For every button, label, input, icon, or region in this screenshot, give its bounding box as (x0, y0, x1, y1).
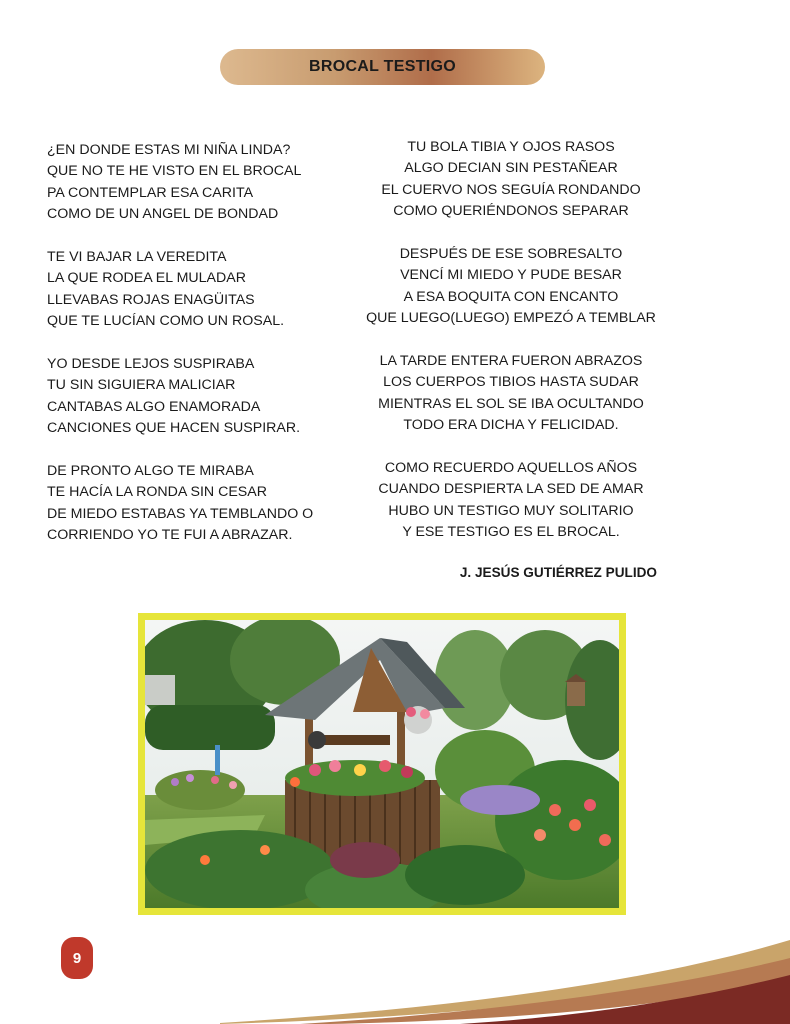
poem-line: COMO QUERIÉNDONOS SEPARAR (393, 203, 629, 220)
poem-left-column (47, 140, 347, 568)
poem-line: DE MIEDO ESTABAS YA TEMBLANDO O (47, 505, 314, 522)
poem-line: LA TARDE ENTERA FUERON ABRAZOS (379, 353, 643, 370)
poem-line: ¿EN DONDE ESTAS MI NIÑA LINDA? (47, 142, 291, 158)
poem-line: ALGO DECIAN SIN PESTAÑEAR (404, 160, 618, 177)
stanza (47, 140, 347, 226)
stanza (360, 244, 662, 330)
poem-line: CANTABAS ALGO ENAMORADA (47, 398, 261, 415)
poem-right-column (360, 137, 662, 565)
stanza (360, 351, 662, 437)
garden-well-photo (145, 620, 619, 908)
page-title: BROCAL TESTIGO (308, 58, 457, 75)
poem-line: MIENTRAS EL SOL SE IBA OCULTANDO (378, 395, 644, 412)
stanza (360, 137, 662, 223)
poem-line: QUE LUEGO(LUEGO) EMPEZÓ A TEMBLAR (366, 310, 656, 327)
poem-line: CUANDO DESPIERTA LA SED DE AMAR (378, 481, 644, 498)
poem-line: COMO DE UN ANGEL DE BONDAD (47, 206, 279, 223)
poem-line: VENCÍ MI MIEDO Y PUDE BESAR (400, 267, 622, 284)
page-number: 9 (72, 949, 82, 967)
title-banner (220, 49, 545, 85)
poem-line: LOS CUERPOS TIBIOS HASTA SUDAR (383, 374, 639, 391)
poem-line: Y ESE TESTIGO ES EL BROCAL. (402, 524, 620, 541)
poem-line: PA CONTEMPLAR ESA CARITA (47, 184, 254, 201)
poem-line: YO DESDE LEJOS SUSPIRABA (47, 356, 255, 373)
author-credit: J. JESÚS GUTIÉRREZ PULIDO (459, 565, 657, 580)
poem-line: EL CUERVO NOS SEGUÍA RONDANDO (381, 181, 641, 198)
poem-line: CANCIONES QUE HACEN SUSPIRAR. (47, 420, 301, 437)
decorative-swoosh (0, 930, 790, 1024)
garden-well-photo-frame (138, 613, 626, 915)
stanza (47, 247, 347, 333)
poem-line: CORRIENDO YO TE FUI A ABRAZAR. (47, 527, 293, 544)
stanza (47, 461, 347, 547)
poem-line: TE HACÍA LA RONDA SIN CESAR (47, 484, 267, 501)
poem-line: QUE NO TE HE VISTO EN EL BROCAL (47, 163, 302, 180)
stanza (360, 458, 662, 544)
poem-line: TU BOLA TIBIA Y OJOS RASOS (407, 139, 615, 155)
poem-line: DE PRONTO ALGO TE MIRABA (47, 463, 254, 480)
poem-line: DESPUÉS DE ESE SOBRESALTO (399, 246, 623, 263)
poem-line: HUBO UN TESTIGO MUY SOLITARIO (388, 502, 634, 519)
poem-line: LLEVABAS ROJAS ENAGÜITAS (47, 291, 255, 308)
poem-line: TE VI BAJAR LA VEREDITA (47, 249, 227, 266)
poem-line: LA QUE RODEA EL MULADAR (47, 270, 246, 287)
poem-line: A ESA BOQUITA CON ENCANTO (403, 288, 619, 305)
poem-line: TU SIN SIGUIERA MALICIAR (47, 377, 236, 394)
poem-line: COMO RECUERDO AQUELLOS AÑOS (384, 460, 638, 477)
stanza (47, 354, 347, 440)
poem-line: QUE TE LUCÍAN COMO UN ROSAL. (47, 313, 285, 330)
poem-line: TODO ERA DICHA Y FELICIDAD. (403, 417, 619, 434)
